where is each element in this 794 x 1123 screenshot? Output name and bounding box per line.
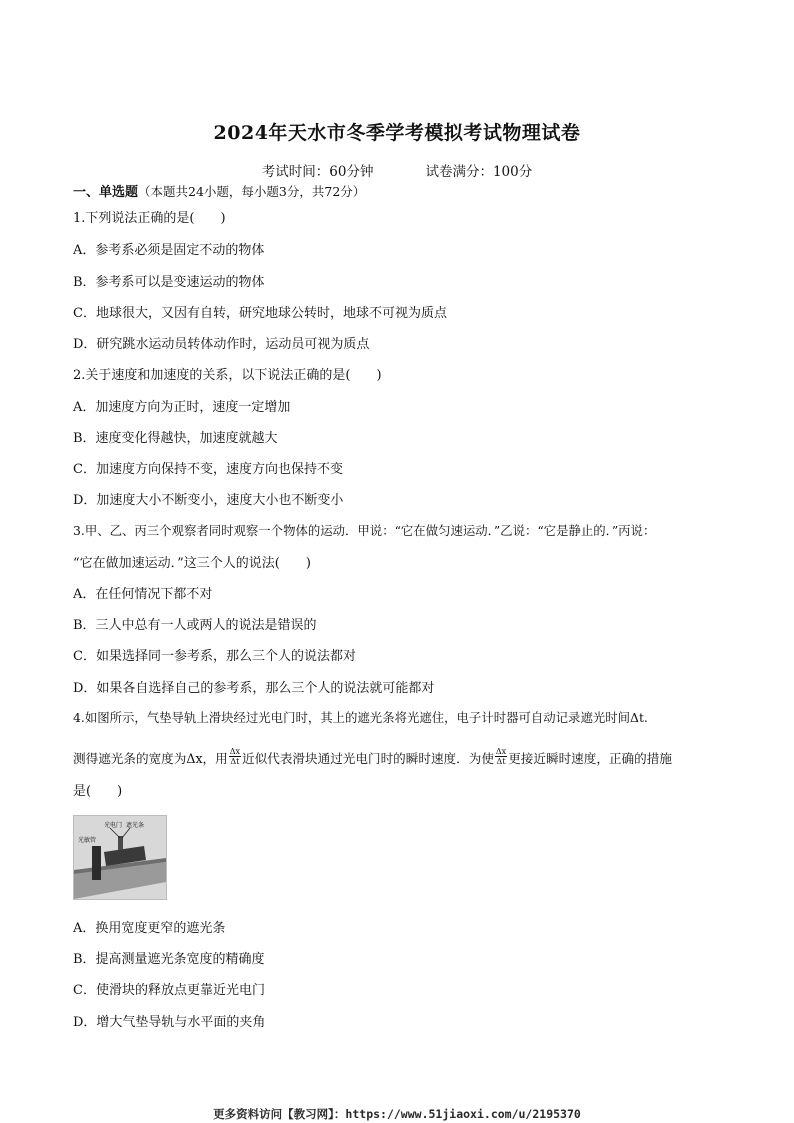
question-4-option-c: C．使滑块的释放点更靠近光电门: [73, 983, 265, 998]
air-track-illustration: [74, 816, 166, 899]
question-4-option-b: B．提高测量遮光条宽度的精确度: [73, 952, 265, 967]
photogate-post: [92, 846, 101, 880]
footer-link[interactable]: 更多资料访问【教习网】：https://www.51jiaoxi.com/u/2195370: [213, 1107, 581, 1121]
section-title: 一、单选题: [73, 185, 139, 200]
fraction-denominator: Δt: [230, 757, 240, 766]
question-1-option-a: A．参考系必须是固定不动的物体: [73, 243, 265, 258]
question-3-option-b: B．三人中总有一人或两人的说法是错误的: [73, 618, 317, 633]
question-4-option-a: A．换用宽度更窄的遮光条: [73, 921, 226, 936]
exam-info: [0, 160, 794, 180]
question-4-option-d: D．增大气垫导轨与水平面的夹角: [73, 1015, 266, 1030]
question-4-stem-line1: 4.如图所示，气垫导轨上滑块经过光电门时，其上的遮光条将光遮住，电子计时器可自动记录遮光时间Δt.: [73, 710, 648, 725]
page-title: 2024年天水市冬季学考模拟考试物理试卷: [213, 122, 581, 144]
section-heading: [73, 181, 365, 200]
exam-time: 考试时间：60分钟: [261, 164, 374, 180]
question-1-option-d: D．研究跳水运动员转体动作时，运动员可视为质点: [73, 337, 370, 352]
question-4-stem-line3: 是( ): [73, 784, 123, 799]
question-3-option-d: D．如果各自选择自己的参考系，那么三个人的说法就可能都对: [73, 681, 435, 696]
question-3-stem-line2: “它在做加速运动．”这三个人的说法( ): [73, 556, 311, 571]
question-3-option-c: C．如果选择同一参考系，那么三个人的说法都对: [73, 649, 356, 664]
question-1-option-c: C．地球很大，又因有自转，研究地球公转时，地球不可视为质点: [73, 306, 447, 321]
question-3-option-a: A．在任何情况下都不对: [73, 587, 213, 602]
fraction-numerator: Δx: [229, 747, 241, 756]
air-track-photo: [73, 815, 167, 900]
question-4-stem-part-a: 测得遮光条的宽度为Δx，用: [73, 751, 228, 766]
figure-label-gate: 光电门: [104, 822, 123, 829]
fraction-denominator-2: Δt: [496, 757, 506, 766]
question-1-stem: 1.下列说法正确的是( ): [73, 211, 226, 226]
full-score: 试卷满分：100分: [425, 164, 533, 180]
question-4-stem-part-c: 更接近瞬时速度，正确的措施: [508, 751, 672, 766]
question-2-stem: 2.关于速度和加速度的关系，以下说法正确的是( ): [73, 368, 382, 383]
question-4-stem-part-b: 近似代表滑块通过光电门时的瞬时速度．为使: [242, 751, 494, 766]
section-note: （本题共24小题，每小题3分，共72分）: [138, 184, 366, 199]
figure-label-sensor: 光敏管: [78, 837, 97, 844]
fraction-dx-dt: [229, 747, 241, 766]
fraction-numerator-2: Δx: [495, 747, 507, 756]
question-2-option-a: A．加速度方向为正时，速度一定增加: [73, 400, 291, 415]
question-1-option-b: B．参考系可以是变速运动的物体: [73, 275, 265, 290]
question-3-stem-line1: 3.甲、乙、丙三个观察者同时观察一个物体的运动．甲说：“它在做匀速运动．”乙说：“它是静止的．”丙说：: [73, 523, 656, 538]
question-2-option-b: B．速度变化得越快，加速度就越大: [73, 431, 278, 446]
question-2-option-d: D．加速度大小不断变小，速度大小也不断变小: [73, 493, 344, 508]
figure-label-strip: 遮光条: [126, 822, 145, 829]
fraction-dx-dt-2: [495, 747, 507, 766]
question-2-option-c: C．加速度方向保持不变，速度方向也保持不变: [73, 462, 343, 477]
question-4-stem-line2: [73, 748, 672, 769]
